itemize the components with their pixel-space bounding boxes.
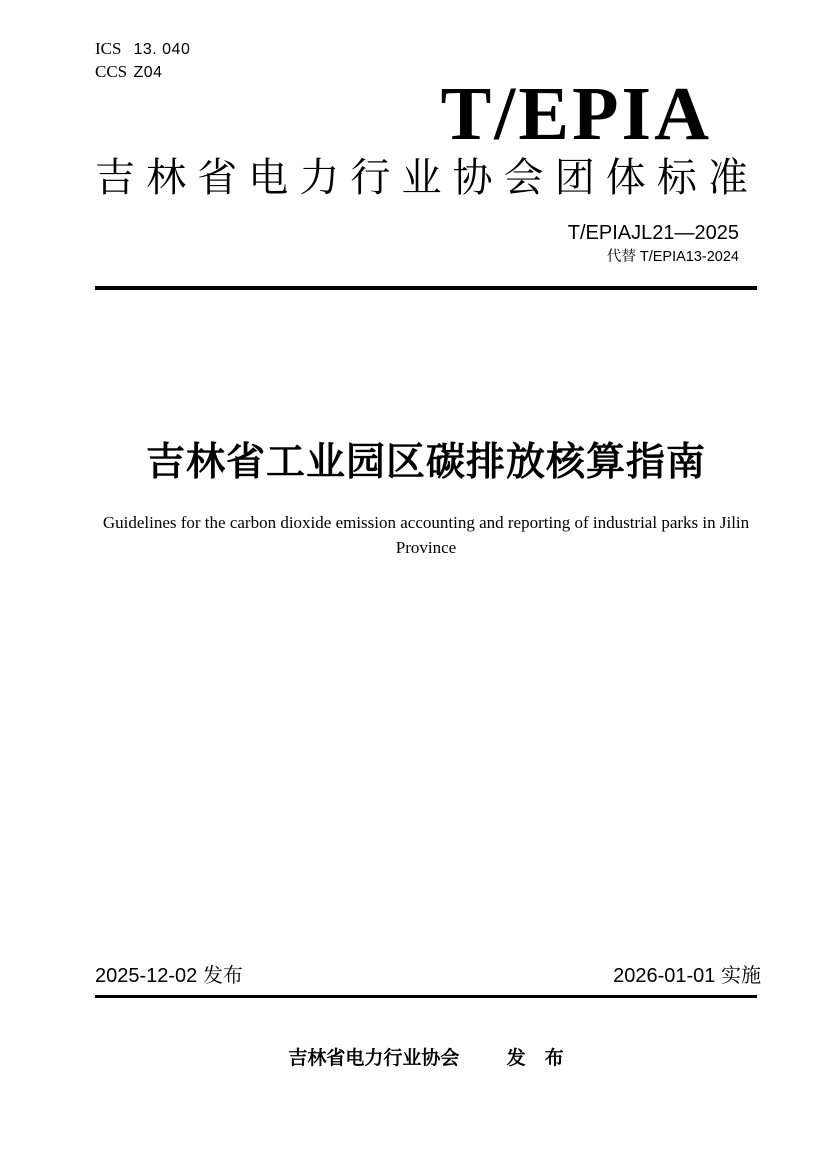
classification-codes — [95, 37, 190, 83]
ccs-value: Z04 — [133, 64, 163, 81]
header-divider-rule — [95, 286, 757, 290]
dates-row — [95, 963, 761, 989]
standard-number: T/EPIAJL21—2025 — [567, 222, 739, 244]
ics-row — [95, 37, 190, 60]
footer-divider-rule — [95, 995, 757, 998]
effective-date: 2026-01-01 实施 — [613, 965, 761, 987]
replaces-note: 代替 T/EPIA13-2024 — [606, 249, 739, 265]
publisher-name: 吉林省电力行业协会 — [288, 1048, 460, 1069]
document-title-zh: 吉林省工业园区碳排放核算指南 — [145, 441, 706, 484]
ics-value: 13. 040 — [133, 41, 191, 58]
association-standard-title: 吉 林 省 电 力 行 业 协 会 团 体 标 准 — [95, 156, 748, 200]
ccs-row — [95, 60, 190, 83]
document-title-en: Guidelines for the carbon dioxide emission accounting and reporting of industrial parks in Jilin Province — [102, 513, 750, 557]
ics-label: ICS — [95, 39, 122, 58]
ccs-label: CCS — [95, 62, 128, 81]
publish-label: 发 布 — [506, 1048, 564, 1069]
tepia-logo: T/EPIA — [440, 72, 712, 156]
issue-date: 2025-12-02 发布 — [95, 965, 243, 987]
publisher-row — [95, 1046, 757, 1072]
